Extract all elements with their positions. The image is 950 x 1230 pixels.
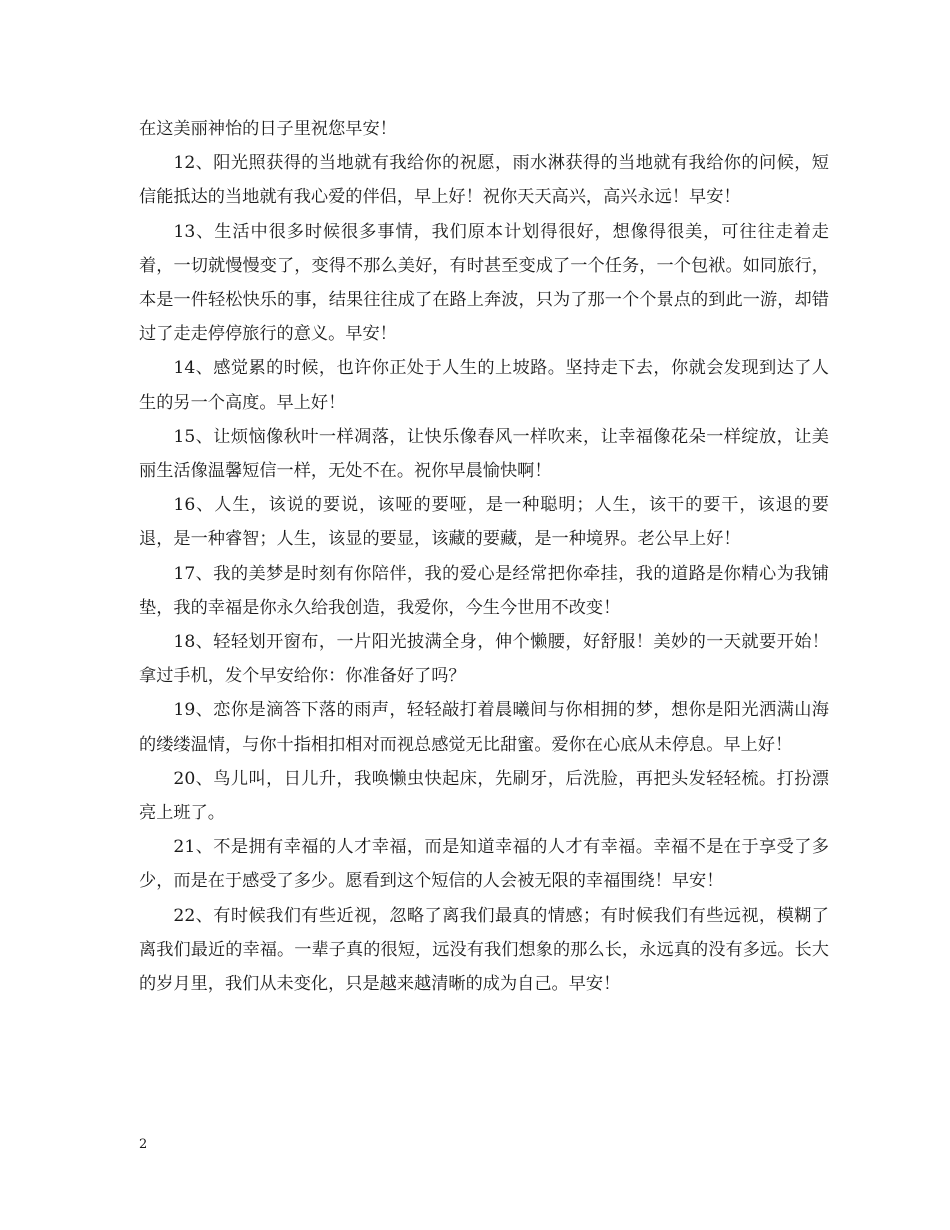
paragraph-21: 21、不是拥有幸福的人才幸福，而是知道幸福的人才有幸福。幸福不是在于享受了多少，而是在于感受了多少。愿看到这个短信的人会被无限的幸福围绕！早安！ bbox=[139, 837, 829, 892]
paragraph-18: 18、轻轻划开窗布，一片阳光披满全身，伸个懒腰，好舒服！美妙的一天就要开始！拿过手机，发个早安给你：你准备好了吗？ bbox=[139, 632, 829, 687]
document-body bbox=[139, 112, 829, 1001]
paragraph-16: 16、人生，该说的要说，该哑的要哑，是一种聪明；人生，该干的要干，该退的要退，是一种睿智；人生，该显的要显，该藏的要藏，是一种境界。老公早上好！ bbox=[139, 495, 829, 550]
paragraph-17: 17、我的美梦是时刻有你陪伴，我的爱心是经常把你牵挂，我的道路是你精心为我铺垫，我的幸福是你永久给我创造，我爱你，今生今世用不改变！ bbox=[139, 563, 829, 618]
paragraph-19: 19、恋你是滴答下落的雨声，轻轻敲打着晨曦间与你相拥的梦，想你是阳光洒满山海的缕缕温情，与你十指相扣相对而视总感觉无比甜蜜。爱你在心底从未停息。早上好！ bbox=[139, 700, 829, 755]
page-number: 2 bbox=[139, 1137, 148, 1152]
paragraph-12: 12、阳光照获得的当地就有我给你的祝愿，雨水淋获得的当地就有我给你的问候，短信能抵达的当地就有我心爱的伴侣，早上好！祝你天天高兴，高兴永远！早安！ bbox=[139, 153, 829, 208]
paragraph-continuation: 在这美丽神怡的日子里祝您早安！ bbox=[139, 119, 397, 139]
paragraph-13: 13、生活中很多时候很多事情，我们原本计划得很好，想像得很美，可往往走着走着，一切就慢慢变了，变得不那么美好，有时甚至变成了一个任务，一个包袱。如同旅行，本是一件轻松快乐的事，结果往往成了在路上奔波，只为了那一个个景点的到此一游，却错过了走走停停旅行的意义。早安！ bbox=[139, 221, 829, 345]
paragraph-14: 14、感觉累的时候，也许你正处于人生的上坡路。坚持走下去，你就会发现到达了人生的另一个高度。早上好！ bbox=[139, 358, 829, 413]
paragraph-20: 20、鸟儿叫，日儿升，我唤懒虫快起床，先刷牙，后洗脸，再把头发轻轻梳。打扮漂亮上班了。 bbox=[139, 768, 829, 824]
paragraph-22: 22、有时候我们有些近视，忽略了离我们最真的情感；有时候我们有些远视，模糊了离我们最近的幸福。一辈子真的很短，远没有我们想象的那么长，永远真的没有多远。长大的岁月里，我们从未变化，只是越来越清晰的成为自己。早安！ bbox=[139, 905, 829, 995]
paragraph-15: 15、让烦恼像秋叶一样凋落，让快乐像春风一样吹来，让幸福像花朵一样绽放，让美丽生活像温馨短信一样，无处不在。祝你早晨愉快啊！ bbox=[139, 426, 829, 482]
